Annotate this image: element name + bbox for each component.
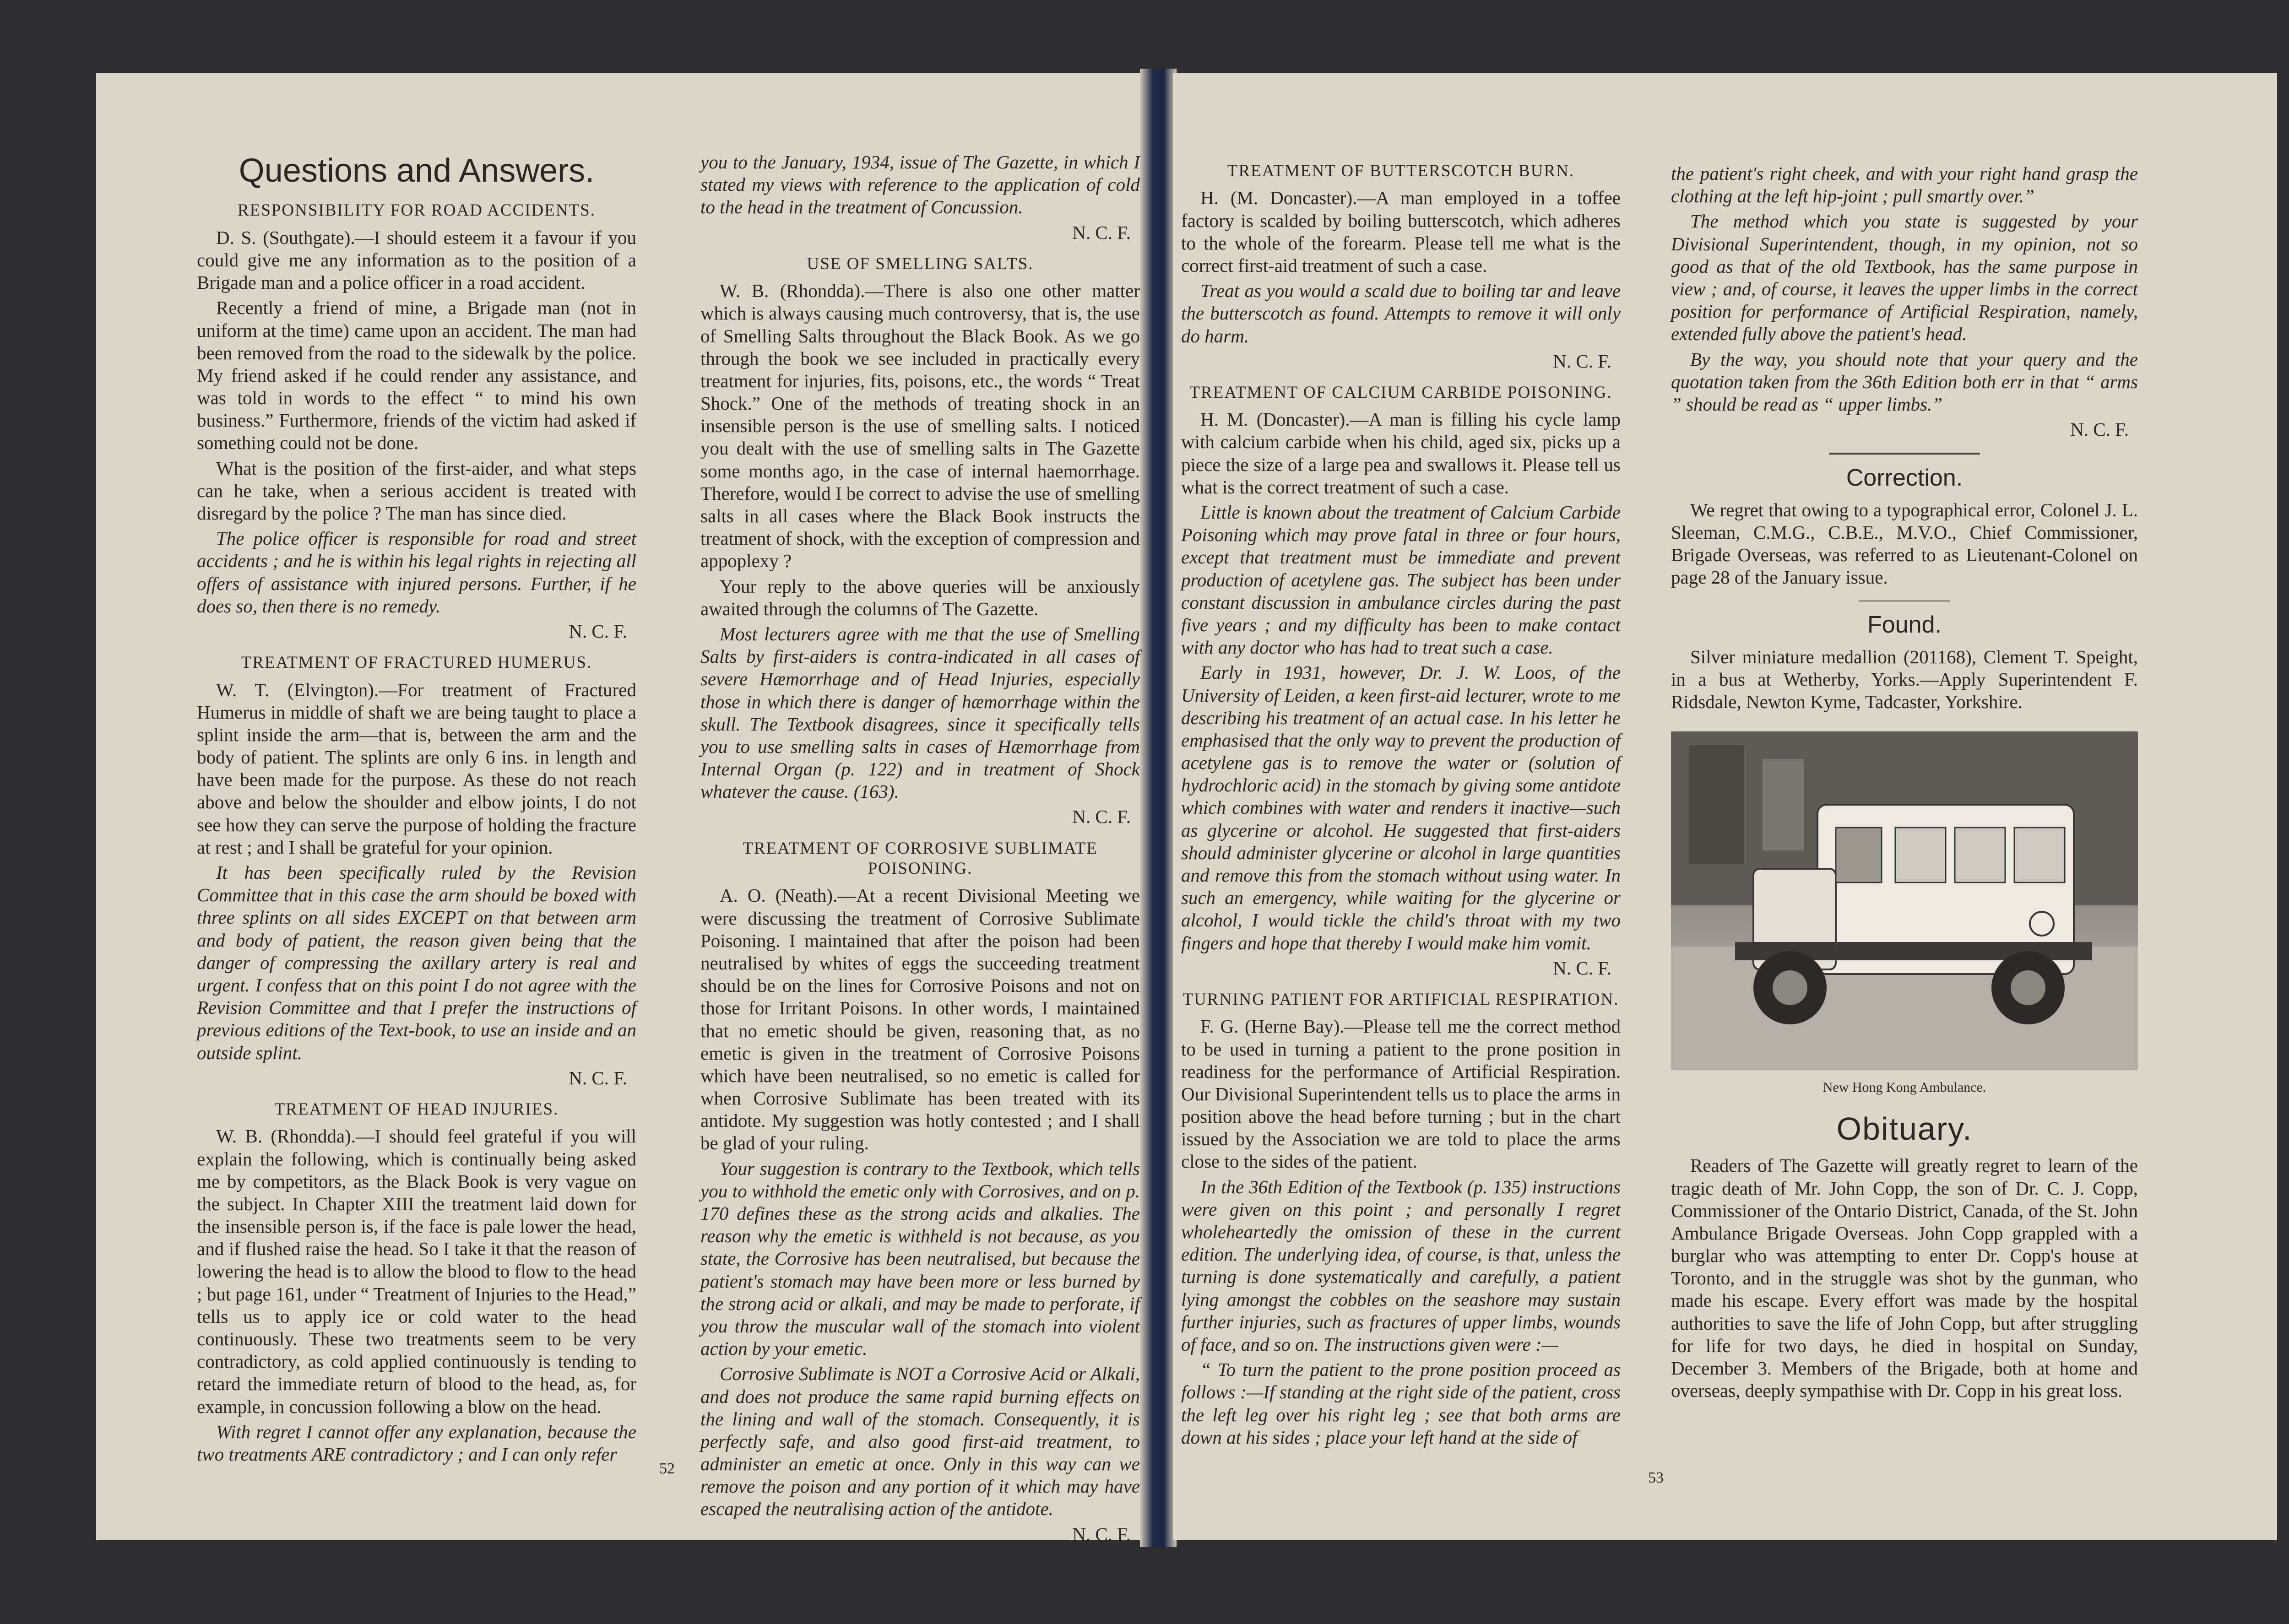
section-heading: TREATMENT OF FRACTURED HUMERUS. xyxy=(241,653,592,672)
question-paragraph: W. B. (Rhondda).—I should feel grateful if you will explain the following, which is continually being asked me by competitors, as the Black Book is very vague on the subject. In Chapter XIII the treatment laid down for the insensible person is, if the face is pale lower the head, and if flushed raise the head. So I take it that the reason of lowering the head is to allow the blood to flow to the head ; but page 161, under “ Treatment of Injuries to the Head,” tells us to apply ice or cold water to the head continuously. These two treatments seem to be very contradictory, as cold applied continuously is tending to retard the immediate return of blood to the head, as, for example, in concussion following a blow on the head. xyxy=(197,1126,636,1417)
answer-paragraph: The method which you state is suggested by your Divisional Superintendent, though, in my opinion, not so good as that of the old Textbook, has the same purpose in view ; and, of course, it leaves the upper limbs in the correct position for performance of Artificial Respiration, namely, extended fully above the patient's head. xyxy=(1671,211,2138,345)
signature: N. C. F. xyxy=(569,1067,627,1088)
section-heading: USE OF SMELLING SALTS. xyxy=(807,254,1034,273)
book-gutter xyxy=(1140,69,1177,1547)
answer-paragraph: Corrosive Sublimate is NOT a Corrosive Acid or Alkali, and does not produce the same rapid burning effects on the lining and wall of the stomach. Consequently, it is perfectly safe, and also good first-aid treatment, to administer an emetic at once. Only in this way can we remove the poison and any portion of it which may have escaped the neutralising action of the antidote. xyxy=(700,1363,1140,1520)
correction-text: We regret that owing to a typographical error, Colonel J. L. Sleeman, C.M.G., C.B.E., M.V.O., Chief Commissioner, Brigade Overseas, was referred to as Lieutenant-Colonel on page 28 of the January issue. xyxy=(1671,499,2138,588)
answer-paragraph: By the way, you should note that your query and the quotation taken from the 36th Edition both err in that “ arms ” should be read as “ upper limbs.” xyxy=(1671,348,2138,415)
question-paragraph: H. M. (Doncaster).—A man is filling his cycle lamp with calcium carbide when his child, aged six, picks up a piece the size of a large pea and swallows it. Please tell us what is the correct treatment of such a case. xyxy=(1181,409,1621,498)
section-heading: TURNING PATIENT FOR ARTIFICIAL RESPIRATION. xyxy=(1182,990,1619,1009)
correction-heading: Correction. xyxy=(1846,465,1963,492)
page-number-right: 53 xyxy=(1648,1469,1664,1486)
section-heading: RESPONSIBILITY FOR ROAD ACCIDENTS. xyxy=(237,201,596,220)
question-paragraph: F. G. (Herne Bay).—Please tell me the correct method to be used in turning a patient to the prone position in readiness for the performance of Artificial Respiration. Our Divisional Superintendent tells us to place the arms in position above the head before turning ; but in the chart issued by the Association we are told to place the arms close to the sides of the patient. xyxy=(1181,1016,1621,1172)
page-title: Questions and Answers. xyxy=(239,152,595,189)
obituary-heading: Obituary. xyxy=(1836,1111,1973,1147)
question-paragraph: Your reply to the above queries will be anxiously awaited through the columns of The Gazette. xyxy=(700,575,1140,619)
section-heading: TREATMENT OF BUTTERSCOTCH BURN. xyxy=(1227,162,1575,180)
answer-paragraph: With regret I cannot offer any explanation, because the two treatments ARE contradictory ; and I can only refer xyxy=(197,1421,636,1465)
answer-paragraph: “ To turn the patient to the prone position proceed as follows :—If standing at the right side of the patient, cross the left leg over his right leg ; see that both arms are down at his sides ; place your left hand at the side of xyxy=(1181,1359,1621,1448)
section-rule xyxy=(1829,453,1980,455)
left-column-1 xyxy=(197,96,636,1468)
signature: N. C. F. xyxy=(1072,1523,1131,1545)
answer-paragraph: the patient's right cheek, and with your right hand grasp the clothing at the left hip-joint ; pull smartly over.” xyxy=(1671,163,2138,207)
signature: N. C. F. xyxy=(1553,957,1611,979)
signature: N. C. F. xyxy=(1553,350,1611,372)
obituary-text: Readers of The Gazette will greatly regret to learn of the tragic death of Mr. John Copp, the son of Dr. C. J. Copp, Commissioner of the Ontario District, Canada, of the St. John Ambulance Brigade Overseas. John Copp grappled with a burglar who was attempting to enter Dr. Copp's house at Toronto, and in the struggle was shot by the gunman, who made his escape. Every effort was made by the hospital authorities to save the life of John Copp, but after struggling for life for two days, he died in hospital on Sunday, December 3. Members of the Brigade, both at home and overseas, deeply sympathise with Dr. Copp in his great loss. xyxy=(1671,1155,2138,1402)
signature: N. C. F. xyxy=(569,620,627,642)
section-heading: TREATMENT OF HEAD INJURIES. xyxy=(274,1099,559,1119)
question-paragraph: W. B. (Rhondda).—There is also one other matter which is always causing much controversy, that is, the use of Smelling Salts throughout the Black Book. As we go through the book we see included in practically every treatment for injuries, fits, poisons, etc., the words “ Treat Shock.” One of the methods of treating shock in an insensible person is the use of smelling salts. I noticed you dealt with the use of smelling salts in The Gazette some months ago, in the case of internal haemorrhage. Therefore, would I be correct to advise the use of smelling salts in all cases where the Black Book instructs the treatment of shock, with the exception of compression and appoplexy ? xyxy=(700,280,1140,572)
right-column-1 xyxy=(1181,151,1621,1451)
question-paragraph: Recently a friend of mine, a Brigade man (not in uniform at the time) came upon an accident. The man had been removed from the road to the sidewalk by the police. My friend asked if he could render any assistance, and was told in words to the effect “ to mind his own business.” Furthermore, friends of the victim had asked if something could not be done. xyxy=(197,297,636,454)
question-paragraph: D. S. (Southgate).—I should esteem it a favour if you could give me any information as to the position of a Brigade man and a police officer in a road accident. xyxy=(197,227,636,293)
ambulance-photo xyxy=(1671,731,2138,1070)
section-heading: TREATMENT OF CORROSIVE SUBLIMATE POISONING. xyxy=(743,839,1098,878)
page-number-left: 52 xyxy=(659,1460,675,1477)
right-column-2 xyxy=(1671,162,2138,1405)
answer-paragraph: Little is known about the treatment of Calcium Carbide Poisoning which may prove fatal in three or four hours, except that treatment must be immediate and prevent production of acetylene gas. The subject has been under constant discussion in ambulance circles during the past five years ; and my difficulty has been to make contact with any doctor who has had to treat such a case. xyxy=(1181,502,1621,658)
answer-paragraph: It has been specifically ruled by the Revision Committee that in this case the arm should be boxed with three splints on all sides EXCEPT on that between arm and body of patient, the reason given being that the danger of compressing the axillary artery is real and urgent. I confess that on this point I do not agree with the Revision Committee and that I prefer the instructions of previous editions of the Text-book, to use an inside and an outside splint. xyxy=(197,862,636,1063)
ambulance-illustration xyxy=(1671,731,2138,1070)
answer-paragraph: The police officer is responsible for road and street accidents ; and he is within his legal rights in rejecting all offers of assistance with injured persons. Further, if he does so, then there is no remedy. xyxy=(197,528,636,617)
answer-paragraph: In the 36th Edition of the Textbook (p. 135) instructions were given on this point ; and personally I regret wholeheartedly the omission of these in the current edition. The underlying idea, of course, is that, unless the turning is done systematically and carefully, a patient lying amongst the cobbles on the seashore may sustain further injuries, such as fractures of upper limbs, wounds of face, and so on. The instructions given were :— xyxy=(1181,1176,1621,1355)
answer-paragraph: you to the January, 1934, issue of The Gazette, in which I stated my views with reference to the application of cold to the head in the treatment of Concussion. xyxy=(700,152,1140,218)
answer-paragraph: Your suggestion is contrary to the Textbook, which tells you to withhold the emetic only with Corrosives, and on p. 170 defines these as the strong acids and alkalies. The reason why the emetic is withheld is not because, as you state, the Corrosive has been neutralised, but because the patient's stomach may have been more or less burned by the strong acid or alkali, and may be made to perforate, if you throw the muscular wall of the stomach into violent action by your emetic. xyxy=(700,1158,1140,1359)
question-paragraph: What is the position of the first-aider, and what steps can he take, when a serious accident is treated with disregard by the police ? The man has since died. xyxy=(197,457,636,524)
question-paragraph: H. (M. Doncaster).—A man employed in a toffee factory is scalded by boiling butterscotch, which adheres to the whole of the forearm. Please tell me what is the correct first-aid treatment of such a case. xyxy=(1181,187,1621,276)
signature: N. C. F. xyxy=(2070,419,2129,440)
section-heading: TREATMENT OF CALCIUM CARBIDE POISONING. xyxy=(1189,383,1612,402)
question-paragraph: A. O. (Neath).—At a recent Divisional Meeting we were discussing the treatment of Corrosive Sublimate Poisoning. I maintained that after the poison had been neutralised by whites of eggs the succeeding treatment should be on the lines for Corrosive Poisons and not on those for Irritant Poisons. In other words, I maintained that no emetic should be given, reasoning that, as no emetic is given in the treatment of Corrosive Poisons which have been neutralised, so no emetic is called for when Corrosive Sublimate has been treated with its antidote. My suggestion was hotly contested ; and I shall be glad of your ruling. xyxy=(700,885,1140,1154)
answer-paragraph: Early in 1931, however, Dr. J. W. Loos, of the University of Leiden, a keen first-aid lecturer, wrote to me describing his treatment of an actual case. In his letter he emphasised that the only way to prevent the production of acetylene gas is to remove the water or (solution of hydrochloric acid) in the stomach by giving some antidote which combines with water and renders it inactive—such as glycerine or alcohol. He suggested that first-aiders should administer glycerine or alcohol in large quantities and remove this from the stomach without using water. In such an emergency, while waiting for the glycerine or alcohol, I would tickle the child's throat with my two fingers and hope that thereby I would make him vomit. xyxy=(1181,662,1621,953)
answer-paragraph: Most lecturers agree with me that the use of Smelling Salts by first-aiders is contra-indicated in all cases of severe Hæmorrhage and of Head Injuries, especially those in which there is danger of hæmorrhage within the skull. The Textbook disagrees, since it specifically tells you to use smelling salts in cases of Hæmorrhage from Internal Organ (p. 122) and in treatment of Shock whatever the cause. (163). xyxy=(700,623,1140,802)
found-text: Silver miniature medallion (201168), Clement T. Speight, in a bus at Wetherby, Yorks.—Apply Superintendent F. Ridsdale, Newton Kyme, Tadcaster, Yorkshire. xyxy=(1671,646,2138,713)
left-column-2 xyxy=(700,151,1140,1556)
question-paragraph: W. T. (Elvington).—For treatment of Fractured Humerus in middle of shaft we are being taught to place a splint inside the arm—that is, between the arm and the body of patient. The splints are only 6 ins. in length and have been made for the purpose. As these do not reach above and below the shoulder and elbow joints, I do not see how they can serve the purpose of holding the fracture at rest ; and I shall be grateful for your opinion. xyxy=(197,679,636,858)
found-heading: Found. xyxy=(1867,612,1942,639)
answer-paragraph: Treat as you would a scald due to boiling tar and leave the butterscotch as found. Attempts to remove it will only do harm. xyxy=(1181,280,1621,346)
signature: N. C. F. xyxy=(1072,806,1131,828)
photo-caption: New Hong Kong Ambulance. xyxy=(1823,1080,1986,1095)
signature: N. C. F. xyxy=(1072,222,1131,243)
